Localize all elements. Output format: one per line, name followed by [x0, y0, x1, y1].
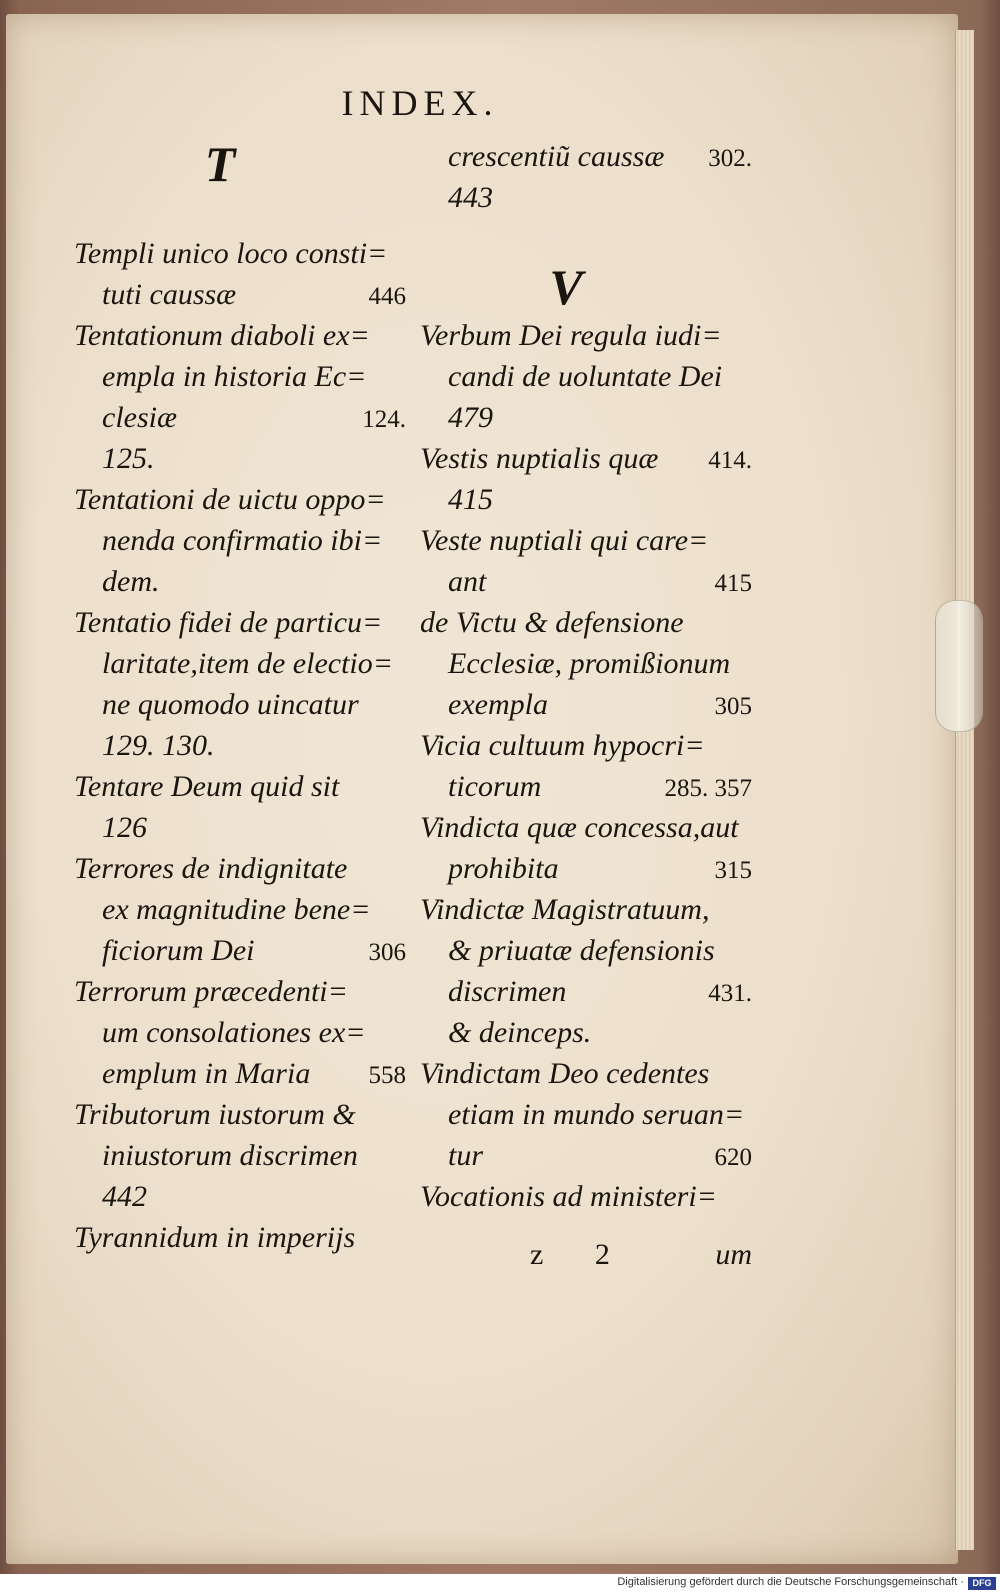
index-entry-line [420, 889, 752, 930]
index-entry-line [420, 602, 752, 643]
entry-text: Ecclesiæ, promißionum [448, 647, 731, 680]
page-reference: 315 [714, 857, 752, 884]
index-entry-line [420, 1176, 752, 1217]
entry-text: empla in historia Ec= [102, 360, 367, 393]
index-entry-line [74, 561, 406, 602]
entry-text: emplum in Maria [102, 1057, 311, 1090]
entry-text: de Victu & defensione [420, 606, 684, 639]
index-entry-line [420, 643, 752, 684]
entry-text: clesiæ [102, 401, 177, 434]
index-entry-line [74, 889, 406, 930]
index-entry-line [420, 561, 752, 602]
signature-line [420, 1234, 752, 1275]
section-letter: V [549, 259, 583, 315]
page-header: INDEX. [341, 83, 499, 123]
index-entry-line [420, 1094, 752, 1135]
index-entry-line [74, 520, 406, 561]
index-entry-line [74, 1217, 406, 1258]
index-entry-line [74, 1012, 406, 1053]
index-entry-line [74, 1094, 406, 1135]
footer-bar [0, 1574, 1000, 1594]
index-entry-line [420, 766, 752, 807]
entry-text: 415 [448, 483, 493, 516]
index-entry-line [74, 274, 406, 315]
page-reference: 415 [714, 570, 752, 597]
entry-text: Vindictæ Magistratuum, [420, 893, 710, 926]
entry-text: 126 [102, 811, 147, 844]
page-reference: 446 [368, 283, 406, 310]
entry-text: Vicia cultuum hypocri= [420, 729, 705, 762]
index-entry-line [74, 1053, 406, 1094]
page-reference: 306 [368, 939, 406, 966]
entry-text: um consolationes ex= [102, 1016, 366, 1049]
entry-text: Tentatio fidei de particu= [74, 606, 383, 639]
entry-text: ficiorum Dei [102, 934, 255, 967]
index-entry-line [420, 315, 752, 356]
index-entry-line [74, 766, 406, 807]
index-entry-line [74, 930, 406, 971]
index-entry-line [420, 684, 752, 725]
entry-text: 125. [102, 442, 155, 475]
index-column-right [420, 136, 752, 1266]
index-entry-line [420, 848, 752, 889]
entry-text: exempla [448, 688, 548, 721]
page-reference: 620 [714, 1144, 752, 1171]
index-entry-line [74, 356, 406, 397]
entry-text: 479 [448, 401, 493, 434]
entry-text: crescentiũ caussæ [448, 140, 665, 173]
blank-line [420, 218, 752, 259]
entry-text: Vindictam Deo cedentes [420, 1057, 710, 1090]
page-reference: 302. [708, 145, 752, 172]
index-entry-line [420, 479, 752, 520]
entry-text: Terrores de indignitate [74, 852, 348, 885]
index-entry-line [420, 520, 752, 561]
index-entry-line [74, 643, 406, 684]
blank-line [74, 192, 406, 233]
entry-text: tur [448, 1139, 484, 1172]
catchword: um [715, 1238, 752, 1271]
entry-text: Vocationis ad ministeri= [420, 1180, 717, 1213]
entry-text: Templi unico loco consti= [74, 237, 388, 270]
index-entry-line [420, 807, 752, 848]
index-entry-line [420, 930, 752, 971]
index-entry-line [74, 1176, 406, 1217]
entry-text: ant [448, 565, 487, 598]
entry-text: Verbum Dei regula iudi= [420, 319, 722, 352]
entry-text: & priuatæ defensionis [448, 934, 715, 967]
entry-text: laritate,item de electio= [102, 647, 393, 680]
page-reference: 305 [714, 693, 752, 720]
index-entry-line [420, 356, 752, 397]
index-entry-line [420, 1053, 752, 1094]
page-reference: 431. [708, 980, 752, 1007]
index-entry-line [420, 1135, 752, 1176]
index-entry-line [420, 971, 752, 1012]
section-letter: T [204, 136, 236, 192]
entry-text: Terrorum præcedenti= [74, 975, 348, 1008]
index-entry-line [420, 136, 752, 177]
entry-text: ex magnitudine bene= [102, 893, 371, 926]
entry-text: 442 [102, 1180, 147, 1213]
page-reference: 414. [708, 447, 752, 474]
entry-text: Vestis nuptialis quæ [420, 442, 659, 475]
page-reference: 285. 357 [664, 775, 752, 802]
index-entry-line [74, 233, 406, 274]
footer-credit: Digitalisierung gefördert durch die Deutsche Forschungsgemeinschaft · [617, 1576, 964, 1588]
dfg-logo: DFG [968, 1577, 996, 1590]
entry-text: Vindicta quæ concessa,aut [420, 811, 739, 844]
index-entry-line [74, 602, 406, 643]
entry-text: 129. 130. [102, 729, 215, 762]
index-entry-line [420, 1012, 752, 1053]
entry-text: Tentationum diaboli ex= [74, 319, 370, 352]
page-reference: 558 [368, 1062, 406, 1089]
entry-text: 443 [448, 181, 493, 214]
index-entry-line [74, 1135, 406, 1176]
index-entry-line [420, 177, 752, 218]
index-entry-line [420, 438, 752, 479]
index-entry-line [420, 397, 752, 438]
entry-text: Tributorum iustorum & [74, 1098, 356, 1131]
entry-text: dem. [102, 565, 160, 598]
entry-text: ne quomodo uincatur [102, 688, 359, 721]
index-entry-line [74, 438, 406, 479]
clamp-clip-icon [935, 600, 983, 732]
signature-mark: z 2 [530, 1238, 632, 1271]
index-entry-line [74, 971, 406, 1012]
entry-text: candi de uoluntate Dei [448, 360, 723, 393]
entry-text: nenda confirmatio ibi= [102, 524, 383, 557]
entry-text: iniustorum discrimen [102, 1139, 358, 1172]
entry-text: & deinceps. [448, 1016, 592, 1049]
index-entry-line [74, 684, 406, 725]
entry-text: prohibita [448, 852, 559, 885]
index-entry-line [420, 725, 752, 766]
index-entry-line [74, 479, 406, 520]
entry-text: ticorum [448, 770, 542, 803]
index-column-left [74, 136, 406, 1266]
index-entry-line [74, 807, 406, 848]
entry-text: Tentationi de uictu oppo= [74, 483, 386, 516]
entry-text: tuti caussæ [102, 278, 237, 311]
index-entry-line [74, 315, 406, 356]
page-fore-edge [955, 30, 974, 1550]
index-entry-line [74, 397, 406, 438]
index-entry-line [74, 725, 406, 766]
entry-text: Tentare Deum quid sit [74, 770, 340, 803]
entry-text: Veste nuptiali qui care= [420, 524, 709, 557]
index-entry-line [74, 848, 406, 889]
page-reference: 124. [362, 406, 406, 433]
entry-text: Tyrannidum in imperijs [74, 1221, 356, 1254]
entry-text: discrimen [448, 975, 567, 1008]
entry-text: etiam in mundo seruan= [448, 1098, 745, 1131]
